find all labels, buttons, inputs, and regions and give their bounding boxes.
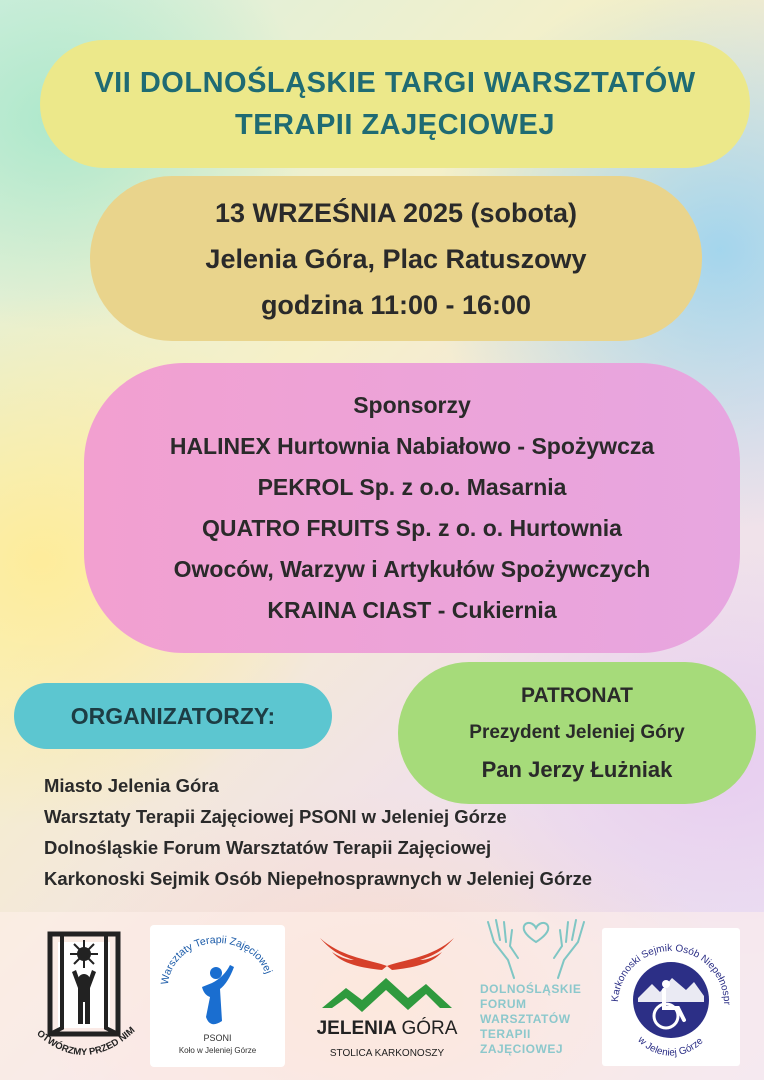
organizer-item: Dolnośląskie Forum Warsztatów Terapii Zajęciowej <box>44 837 492 858</box>
jelenia-gora-sub: STOLICA KARKONOSZY <box>329 1048 445 1059</box>
hands-heart-icon <box>474 912 599 982</box>
event-time: godzina 11:00 - 16:00 <box>260 289 532 320</box>
otworzmy-slogan: OTWÓRZMY PRZED NIM <box>34 1024 138 1059</box>
sponsor-line: QUATRO FRUITS Sp. z o. o. Hurtownia <box>202 515 622 541</box>
otworzmy-logo <box>28 928 140 1068</box>
ksn-arc-text: Karkonoski Sejmik Osób Niepełnospr <box>609 942 733 1006</box>
wtz-org-sub: Koło w Jeleniej Górze <box>178 1046 257 1055</box>
patronage-role: Prezydent Jeleniej Góry <box>469 722 685 743</box>
karkonoski-sejmik-logo <box>602 928 740 1066</box>
organizers-heading-badge <box>14 683 332 749</box>
organizers-heading: ORGANIZATORZY: <box>70 702 276 729</box>
sponsors-heading: Sponsorzy <box>353 392 471 418</box>
dolnoslaskie-forum-logo <box>474 912 599 1080</box>
event-place: Jelenia Góra, Plac Ratuszowy <box>205 243 587 274</box>
forum-line: WARSZTATÓW <box>480 1012 571 1026</box>
wtz-org-name: PSONI <box>203 1033 232 1043</box>
title-banner <box>40 40 750 168</box>
jelenia-gora-logo <box>302 930 472 1070</box>
wheelchair-mountains-icon <box>602 928 740 1066</box>
title-line-2: TERAPII ZAJĘCIOWEJ <box>235 109 555 141</box>
title-line-1: VII DOLNOŚLĄSKIE TARGI WARSZTATÓW <box>94 67 696 99</box>
patronage-name: Pan Jerzy Łużniak <box>481 757 673 782</box>
patronage-heading: PATRONAT <box>521 684 633 707</box>
jelenia-gora-name-b: GÓRA <box>401 1018 458 1039</box>
organizer-item: Warsztaty Terapii Zajęciowej PSONI w Jeleniej Górze <box>44 806 507 827</box>
organizers-list <box>44 770 592 894</box>
forum-line: ZAJĘCIOWEJ <box>480 1042 564 1056</box>
wtz-arc-text: Warsztaty Terapii Zajęciowej <box>158 933 275 986</box>
wtz-psoni-logo <box>150 925 285 1067</box>
sponsor-line: HALINEX Hurtownia Nabiałowo - Spożywcza <box>169 433 655 459</box>
door-figure-icon <box>28 928 140 1068</box>
antlers-mountains-icon <box>302 930 472 1020</box>
organizer-item: Karkonoski Sejmik Osób Niepełnosprawnych w Jeleniej Górze <box>44 868 592 889</box>
sponsor-line: PEKROL Sp. z o.o. Masarnia <box>257 474 567 500</box>
event-details-banner <box>90 176 702 341</box>
sponsors-banner <box>84 363 740 653</box>
forum-line: DOLNOŚLĄSKIE <box>480 982 582 996</box>
organizer-item: Miasto Jelenia Góra <box>44 775 219 796</box>
sponsor-line: Owoców, Warzyw i Artykułów Spożywczych <box>173 556 651 582</box>
jelenia-gora-name-a: JELENIA <box>316 1018 397 1039</box>
ksn-sub-text: w Jeleniej Górze <box>635 1034 706 1059</box>
event-date: 13 WRZEŚNIA 2025 (sobota) <box>214 197 578 228</box>
forum-line: TERAPII <box>480 1027 531 1041</box>
forum-line: FORUM <box>480 997 527 1011</box>
sponsor-line: KRAINA CIAST - Cukiernia <box>267 597 557 623</box>
